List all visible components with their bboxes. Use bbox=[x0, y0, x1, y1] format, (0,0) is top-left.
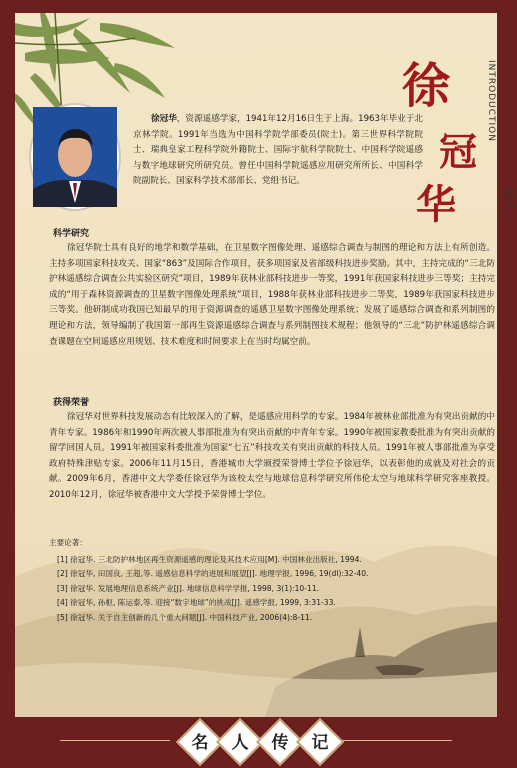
introduction-vertical-label: INTRODUCTION bbox=[486, 60, 496, 142]
seal-char-1: 名 bbox=[191, 733, 209, 753]
reference-item: [1] 徐冠华. 三北防护林地区再生资源遥感的理论及其技术应用[M]. 中国林业出版社, 1994. bbox=[57, 554, 362, 564]
footer-line-right bbox=[342, 740, 452, 741]
seal-char-2: 人 bbox=[231, 733, 249, 753]
subtitle-intro: 简介 bbox=[500, 189, 515, 215]
seal-char-4: 记 bbox=[311, 733, 329, 753]
honors-heading: 获得荣誉 bbox=[53, 398, 90, 408]
honors-paragraph: 徐冠华对世界科技发展动态有比较深入的了解，是遥感应用科学的专家。1984年被林业部批准为有突出贡献的中青年专家。1986年和1990年两次被人事部批准为有突出贡献的中青年专家。1990年被国家教委批准为有突出贡献的留学回国人员。1991年被国家科委批准为国家“七五”科技攻关有突出贡献的科技人员。1991年被人事部批准为享受政府特殊津贴专家。2006年11月15日，香港城市大学颁授荣誉博士学位予徐冠华，以表彰他的成就及对社会的贡献。2009年6月，香港中文大学委任徐冠华为该校太空与地球信息科学研究所伟伦太空与地球科学研究客座教授。2010年12月，徐冠华被香港中文大学授予荣誉博士学位。 bbox=[49, 412, 495, 500]
bio-name: 徐冠华 bbox=[151, 114, 177, 124]
title-char-3: 华 bbox=[416, 181, 456, 228]
reference-item: [3] 徐冠华. 发展地理信息系统产业[J]. 地球信息科学学报, 1998, 3(1):10-11. bbox=[57, 583, 320, 593]
seal-char-3: 传 bbox=[271, 733, 289, 753]
poster-paper bbox=[15, 13, 515, 717]
references-heading: 主要论著： bbox=[49, 538, 87, 547]
title-char-1: 徐 bbox=[402, 58, 451, 114]
references-list bbox=[49, 536, 449, 626]
research-heading: 科学研究 bbox=[53, 229, 90, 239]
reference-item: [2] 徐冠华, 田国良, 王超,等. 遥感信息科学的进展和展望[J]. 地理学报, 1996, 19(dl):32-40. bbox=[57, 569, 369, 579]
reference-item: [4] 徐冠华, 孙枢, 陈运泰,等. 迎接“数字地球”的挑战[J]. 遥感学报, 1999, 3:31-33. bbox=[57, 598, 336, 608]
research-paragraph: 徐冠华院士具有良好的地学和数学基础，在卫星数字图像处理、遥感综合调查与制图的理论和方法上有所创造。主持多项国家科技攻关、国家“863”及国际合作项目，获多项国家及省部级科技进步奖励。其中，主持完成的“三北防护林遥感综合调查公共实验区研究”项目，1989年获林业部科技进步一等奖，1991年获国家科技进步三等奖；主持完成的“用于森林资源调查的卫星数字图像处理系统”项目，1988年获林业部科技进步二等奖，1989年获国家科技进步三等奖。他研制成功我国已知最早的用于资源调查的遥感卫星数字图像处理系统；发展了遥感综合调查和系列制图的理论和方法，领导编制了我国第一部再生资源遥感综合调查与系列制图技术规程；他领导的“三北”防护林遥感综合调查课题在空间遥感应用规划、技术难度和时间要求上在当时均属空前。 bbox=[49, 243, 495, 347]
reference-item: [5] 徐冠华. 关于自主创新的几个重大问题[J]. 中国科技产业, 2006(4):8-11. bbox=[57, 612, 313, 622]
bio-text: ，资源遥感学家，1941年12月16日生于上海。1963年毕业于北京林学院。1991年当选为中国科学院学部委员(院士)。第三世界科学院院士、瑞典皇家工程科学院外籍院士、国际宇航科学院院士、中国科学院遥感与数字地球研究所研究员。曾任中国科学院遥感应用研究所所长、中国科学院副院长、国家科学技术部部长、党组书记。 bbox=[133, 114, 423, 187]
title-char-2: 冠 bbox=[439, 129, 478, 174]
portrait-photo bbox=[31, 105, 119, 209]
footer-line-left bbox=[60, 740, 170, 741]
bio-paragraph bbox=[133, 112, 423, 190]
